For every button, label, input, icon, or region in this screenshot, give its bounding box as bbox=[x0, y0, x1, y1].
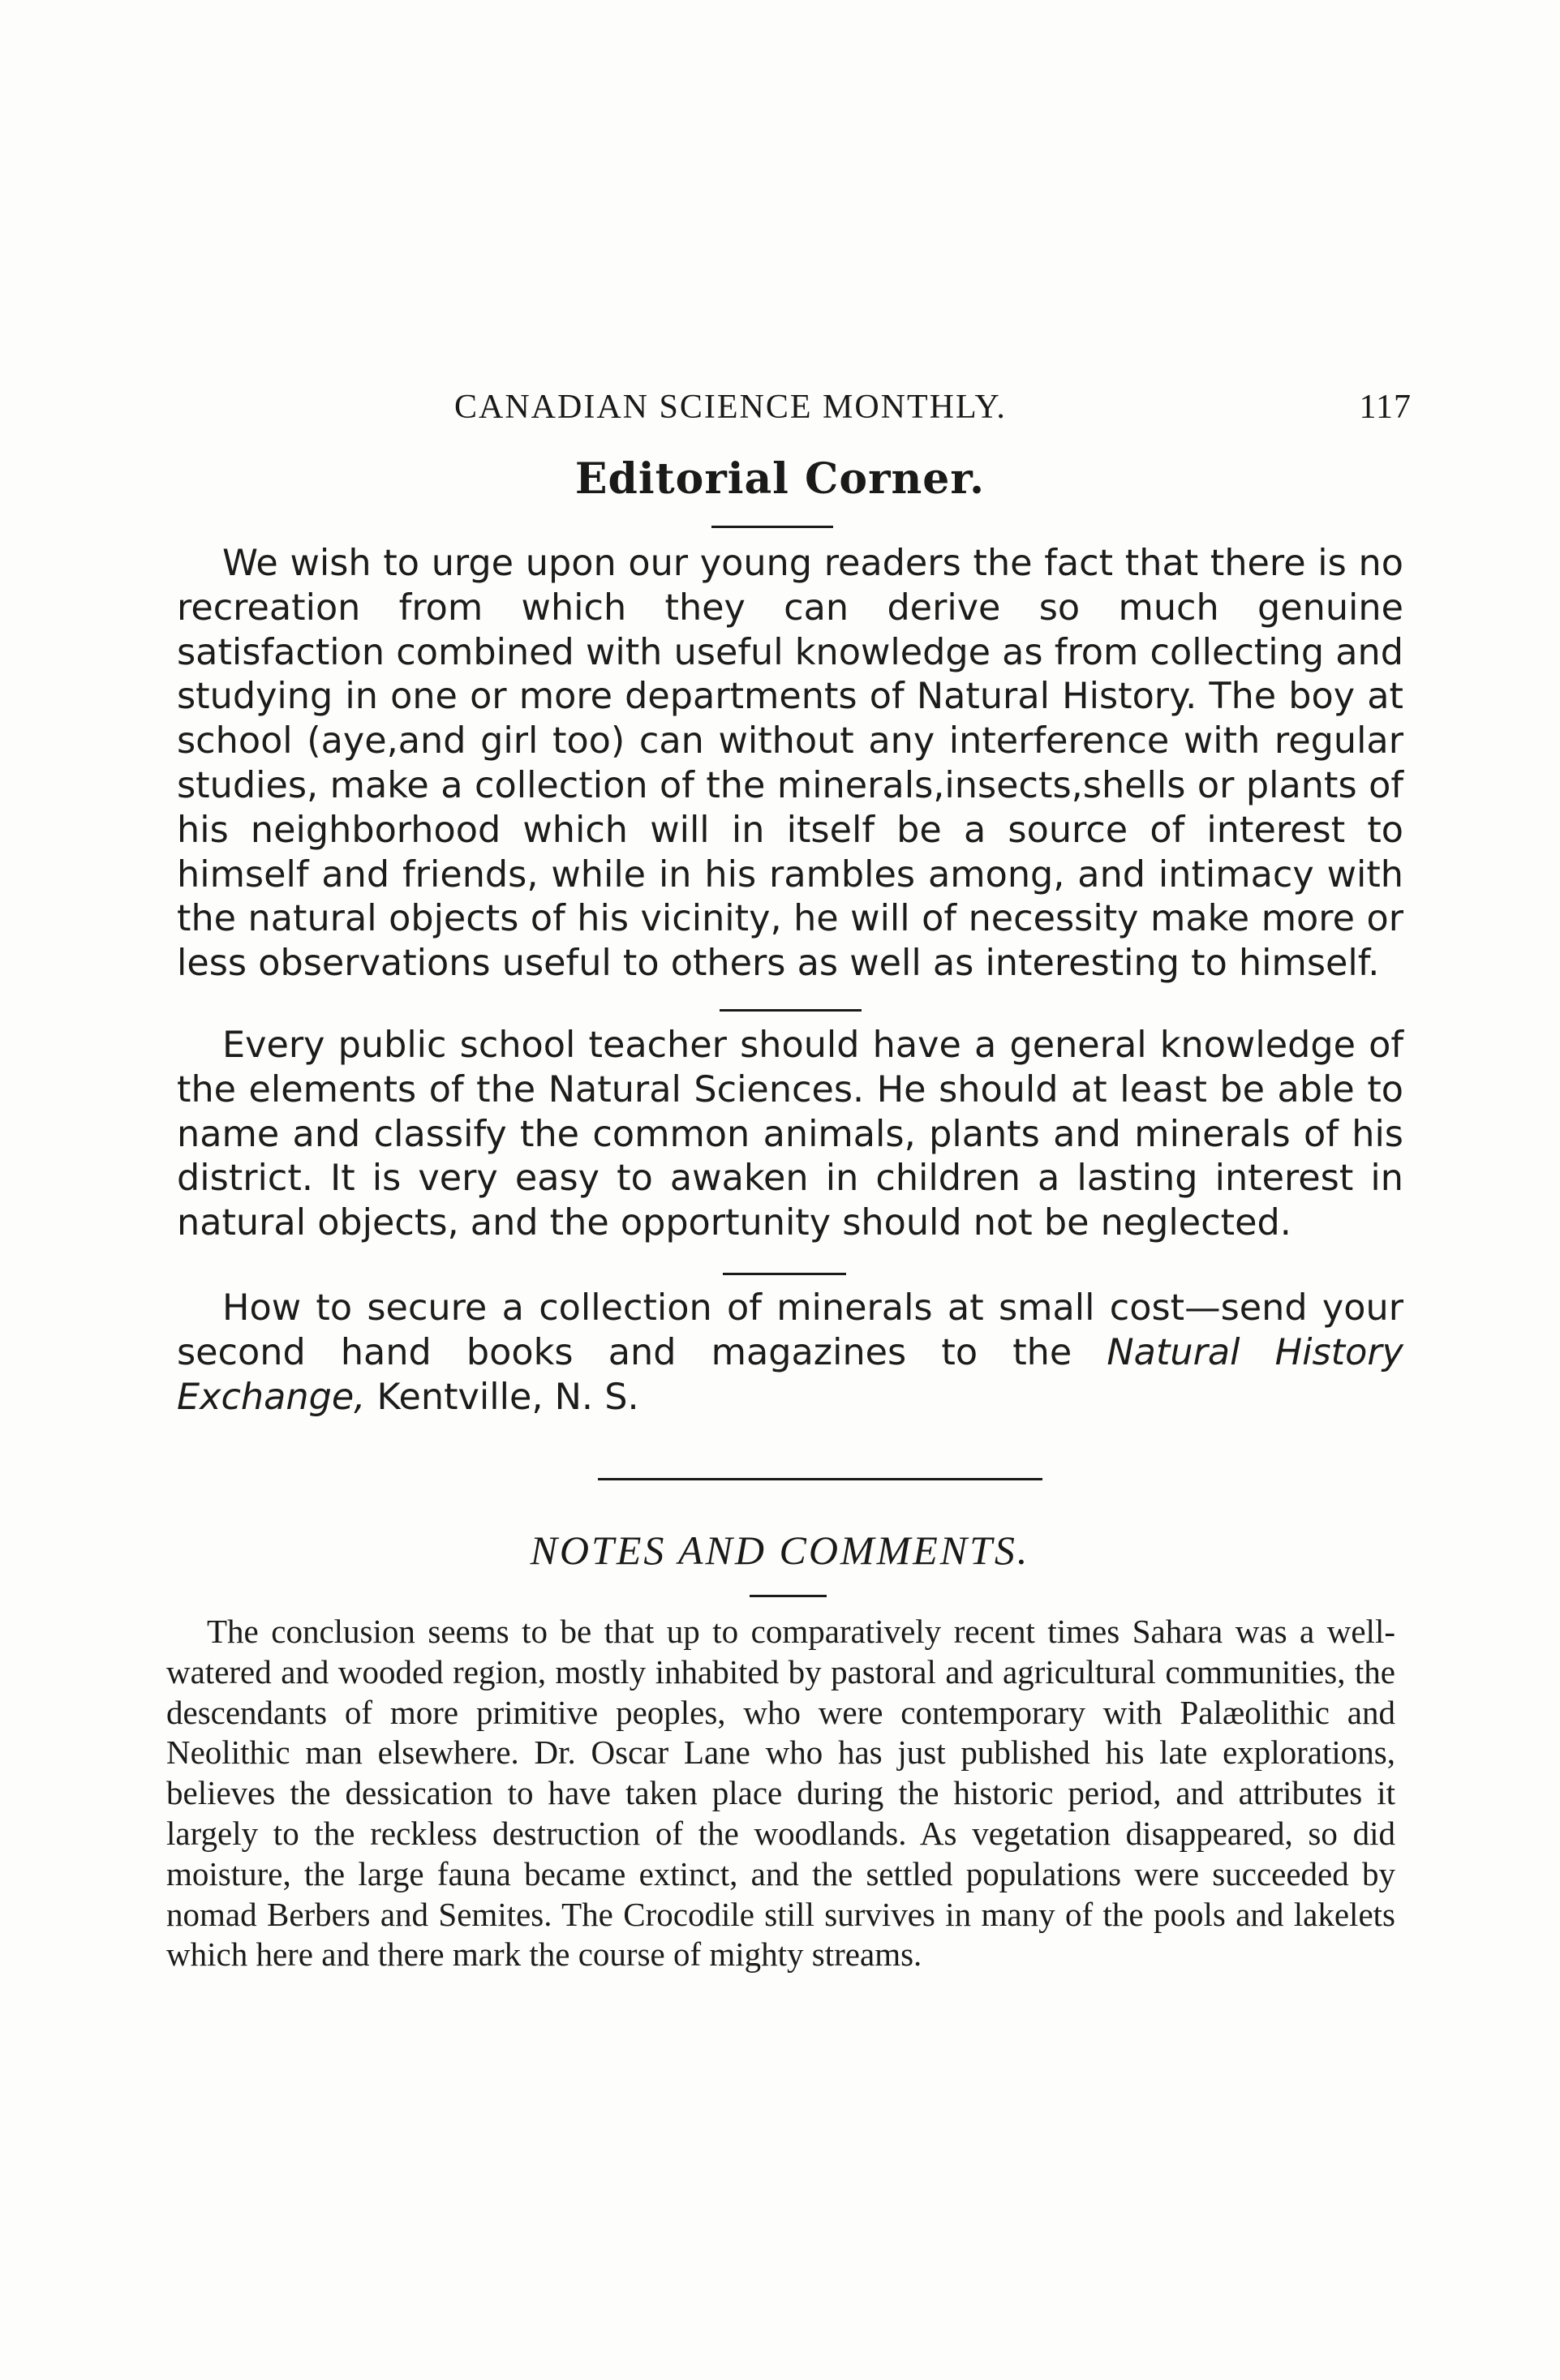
page-number: 117 bbox=[1359, 389, 1412, 426]
section-separator-rule bbox=[598, 1478, 1042, 1480]
title-rule bbox=[711, 526, 833, 528]
exchange-note-text: How to secure a collection of minerals at small cost—send your second hand books and magazines to the bbox=[177, 1287, 1403, 1373]
running-title: CANADIAN SCIENCE MONTHLY. bbox=[454, 389, 1007, 426]
divider-rule-2 bbox=[723, 1273, 846, 1275]
notes-paragraph: The conclusion seems to be that up to comparatively recent times Sahara was a well-watered and wooded region, mostly inhabited by pastoral and agricultural communities, the descendants of more primitive peoples, who were contemporary with Palæolithic and Neolithic man elsewhere. Dr. Oscar Lane who has just published his late explorations, believes the dessication to have taken place during the historic period, and attributes it largely to the reckless destruction of the woodlands. As vegetation disappeared, so did moisture, the large fauna became extinct, and the settled populations were succeeded by nomad Berbers and Semites. The Crocodile still survives in many of the pools and lakelets which here and there mark the course of mighty streams. bbox=[166, 1613, 1395, 1974]
notes-heading-rule bbox=[750, 1595, 827, 1597]
editorial-paragraph-2: Every public school teacher should have a general knowledge of the elements of the Natural Sciences. He should at least be able to name and classify the common animals, plants and minerals of his district. It is very easy to awaken in children a lasting interest in natural objects, and the opportunity should not be neglected. bbox=[177, 1025, 1403, 1244]
editorial-title: Editorial Corner. bbox=[574, 454, 986, 504]
exchange-note bbox=[177, 1287, 1403, 1420]
editorial-paragraph-1: We wish to urge upon our young readers the fact that there is no recreation from which they can derive so much genuine satisfaction combined with useful knowledge as from collecting and studying in one or more departments of Natural History. The boy at school (aye,and girl too) can without any interference with regular studies, make a collection of the minerals,insects,shells or plants of his neighborhood which will in itself be a source of interest to himself and friends, while in his rambles among, and intimacy with the natural objects of his vicinity, he will of necessity make more or less observations useful to others as well as interesting to himself. bbox=[177, 543, 1403, 985]
exchange-location: Kentville, N. S. bbox=[376, 1376, 639, 1418]
running-header bbox=[454, 388, 1412, 427]
journal-name: Natural History Exchange, bbox=[177, 1331, 1403, 1418]
notes-heading: NOTES AND COMMENTS. bbox=[530, 1527, 1030, 1573]
divider-rule-1 bbox=[720, 1009, 862, 1012]
